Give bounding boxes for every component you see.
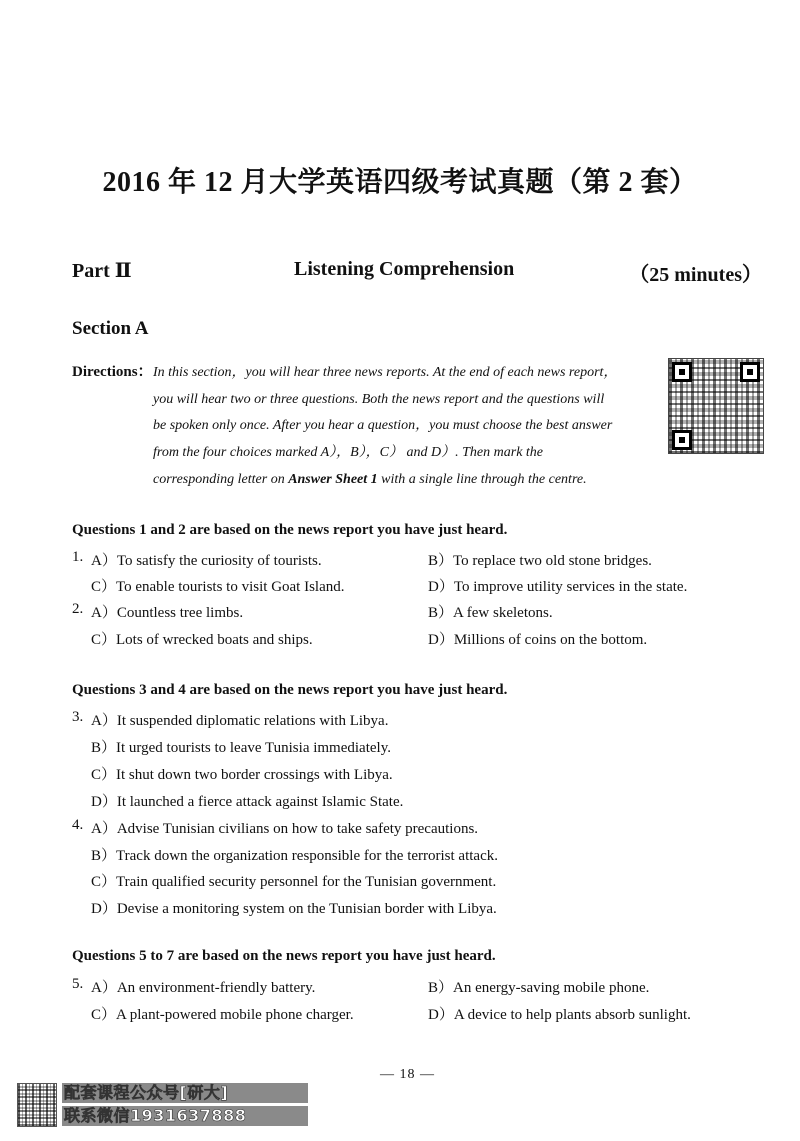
directions-line: from the four choices marked A），B），C） and D）. Then mark the bbox=[153, 445, 544, 460]
answer-option: D）It launched a fierce attack against Islamic State. bbox=[91, 794, 404, 810]
answer-option: B）Track down the organization responsible for the terrorist attack. bbox=[91, 848, 498, 864]
answer-option: C）Lots of wrecked boats and ships. bbox=[91, 632, 313, 648]
directions-text: corresponding letter on bbox=[153, 472, 289, 487]
page-number: — 18 — bbox=[380, 1067, 435, 1082]
answer-option: B）A few skeletons. bbox=[428, 605, 553, 621]
question-group-heading: Questions 1 and 2 are based on the news report you have just heard. bbox=[72, 522, 508, 538]
answer-option: B）An energy-saving mobile phone. bbox=[428, 980, 650, 996]
question-group-heading: Questions 3 and 4 are based on the news report you have just heard. bbox=[72, 682, 508, 698]
directions-text: with a single line through the centre. bbox=[377, 472, 587, 487]
question-number: 5. bbox=[72, 976, 84, 992]
qr-finder-pattern bbox=[672, 362, 692, 382]
part-label: Part Ⅱ bbox=[72, 260, 132, 282]
qr-finder-pattern bbox=[672, 430, 692, 450]
directions-last-line bbox=[153, 466, 587, 493]
watermark-line: 配套课程公众号[研大] bbox=[62, 1083, 308, 1103]
directions-line: be spoken only once. After you hear a question，you must choose the best answer bbox=[153, 418, 613, 433]
directions-label: Directions： bbox=[72, 364, 153, 380]
answer-sheet-label: Answer Sheet 1 bbox=[288, 472, 378, 487]
part-time: （25 minutes） bbox=[629, 264, 762, 286]
answer-option: B）To replace two old stone bridges. bbox=[428, 553, 652, 569]
answer-option: A）An environment-friendly battery. bbox=[91, 980, 316, 996]
answer-option: C）Train qualified security personnel for the Tunisian government. bbox=[91, 874, 497, 890]
directions-line: In this section，you will hear three news reports. At the end of each news report， bbox=[153, 365, 618, 380]
answer-option: C）To enable tourists to visit Goat Island. bbox=[91, 579, 345, 595]
answer-option: C）It shut down two border crossings with Libya. bbox=[91, 767, 393, 783]
watermark-qr-image bbox=[17, 1083, 57, 1127]
answer-option: A）Countless tree limbs. bbox=[91, 605, 244, 621]
part-name: Listening Comprehension bbox=[294, 258, 515, 280]
answer-option: D）A device to help plants absorb sunlight. bbox=[428, 1007, 691, 1023]
answer-option: D）Devise a monitoring system on the Tunisian border with Libya. bbox=[91, 901, 497, 917]
answer-option: D）To improve utility services in the state. bbox=[428, 579, 688, 595]
question-number: 2. bbox=[72, 601, 84, 617]
question-number: 4. bbox=[72, 817, 84, 833]
question-group-heading: Questions 5 to 7 are based on the news report you have just heard. bbox=[72, 948, 496, 964]
answer-option: A）It suspended diplomatic relations with Libya. bbox=[91, 713, 389, 729]
qr-finder-pattern bbox=[740, 362, 760, 382]
answer-option: D）Millions of coins on the bottom. bbox=[428, 632, 648, 648]
page-title: 2016 年 12 月大学英语四级考试真题（第 2 套） bbox=[102, 167, 698, 198]
answer-option: A）To satisfy the curiosity of tourists. bbox=[91, 553, 322, 569]
section-heading: Section A bbox=[72, 318, 149, 339]
watermark-line: 联系微信1931637888 bbox=[62, 1106, 308, 1126]
qr-code-image bbox=[668, 358, 764, 454]
answer-option: C）A plant-powered mobile phone charger. bbox=[91, 1007, 354, 1023]
question-number: 3. bbox=[72, 709, 84, 725]
answer-option: B）It urged tourists to leave Tunisia immediately. bbox=[91, 740, 391, 756]
answer-option: A）Advise Tunisian civilians on how to take safety precautions. bbox=[91, 821, 479, 837]
part-header bbox=[72, 258, 762, 284]
question-number: 1. bbox=[72, 549, 84, 565]
directions-line: you will hear two or three questions. Both the news report and the questions will bbox=[153, 392, 605, 407]
